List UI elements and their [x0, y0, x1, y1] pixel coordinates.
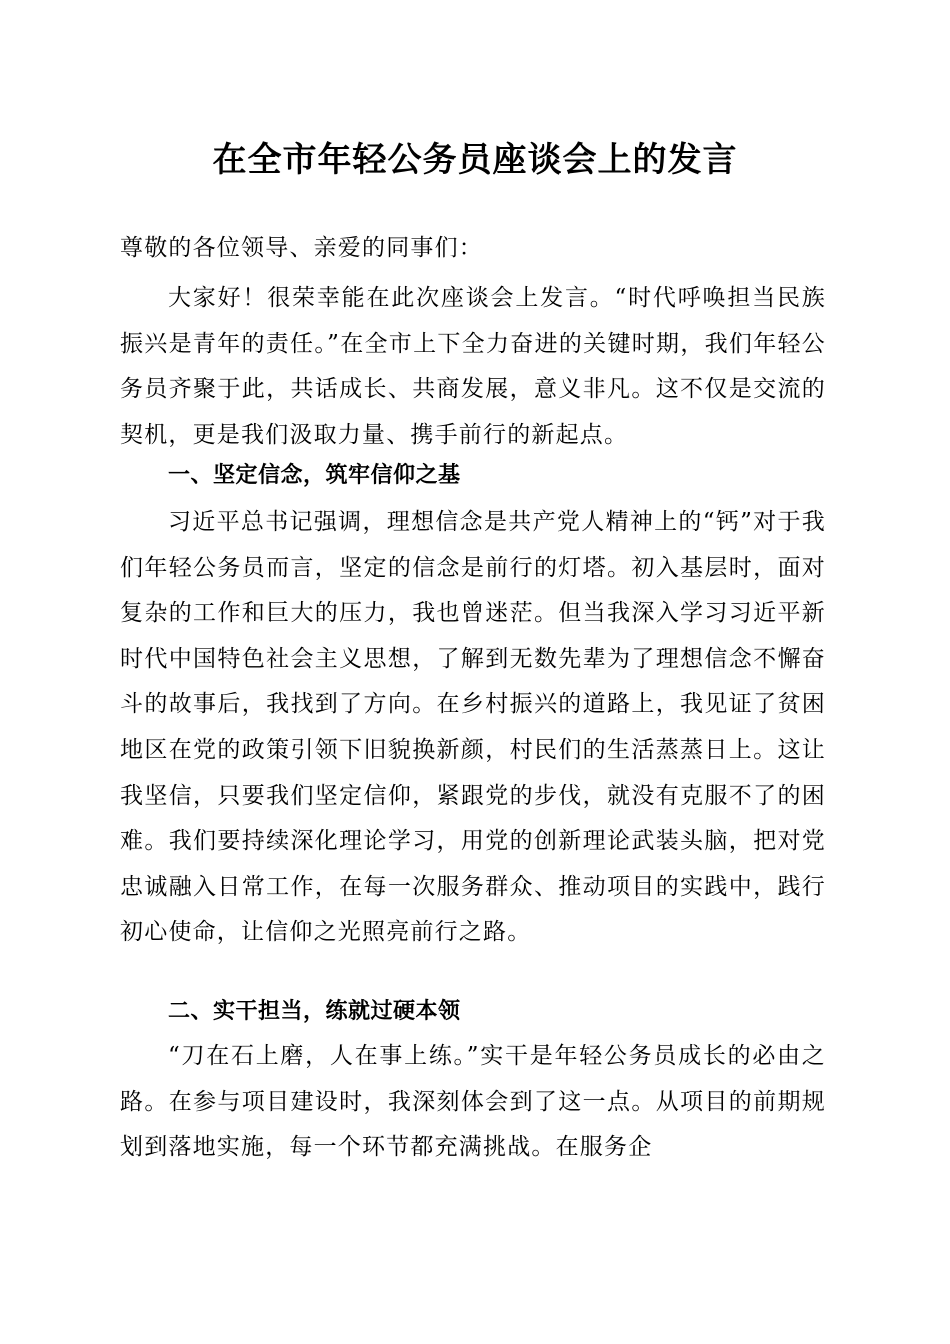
document-title: 在全市年轻公务员座谈会上的发言	[212, 140, 738, 180]
salutation: 尊敬的各位领导、亲爱的同事们：	[120, 235, 483, 261]
section-heading-2: 二、实干担当，练就过硬本领	[168, 999, 461, 1024]
section-2-paragraph: “刀在石上磨，人在事上练。”实干是年轻公务员成长的必由之路。在参与项目建设时，我深刻体会到了这一点。从项目的前期规划到落地实施，每一个环节都充满挑战。在服务企	[120, 1043, 826, 1161]
intro-paragraph: 大家好！很荣幸能在此次座谈会上发言。“时代呼唤担当民族振兴是青年的责任。”在全市上下全力奋进的关键时期，我们年轻公务员齐聚于此，共话成长、共商发展，意义非凡。这不仅是交流的契机，更是我们汲取力量、携手前行的新起点。	[120, 285, 826, 448]
section-1-paragraph: 习近平总书记强调，理想信念是共产党人精神上的“钙”对于我们年轻公务员而言，坚定的信念是前行的灯塔。初入基层时，面对复杂的工作和巨大的压力，我也曾迷茫。但当我深入学习习近平新时代中国特色社会主义思想，了解到无数先辈为了理想信念不懈奋斗的故事后，我找到了方向。在乡村振兴的道路上，我见证了贫困地区在党的政策引领下旧貌换新颜，村民们的生活蒸蒸日上。这让我坚信，只要我们坚定信仰，紧跟党的步伐，就没有克服不了的困难。我们要持续深化理论学习，用党的创新理论武装头脑，把对党忠诚融入日常工作，在每一次服务群众、推动项目的实践中，践行初心使命，让信仰之光照亮前行之路。	[120, 509, 826, 946]
section-heading-1: 一、坚定信念，筑牢信仰之基	[168, 463, 461, 488]
